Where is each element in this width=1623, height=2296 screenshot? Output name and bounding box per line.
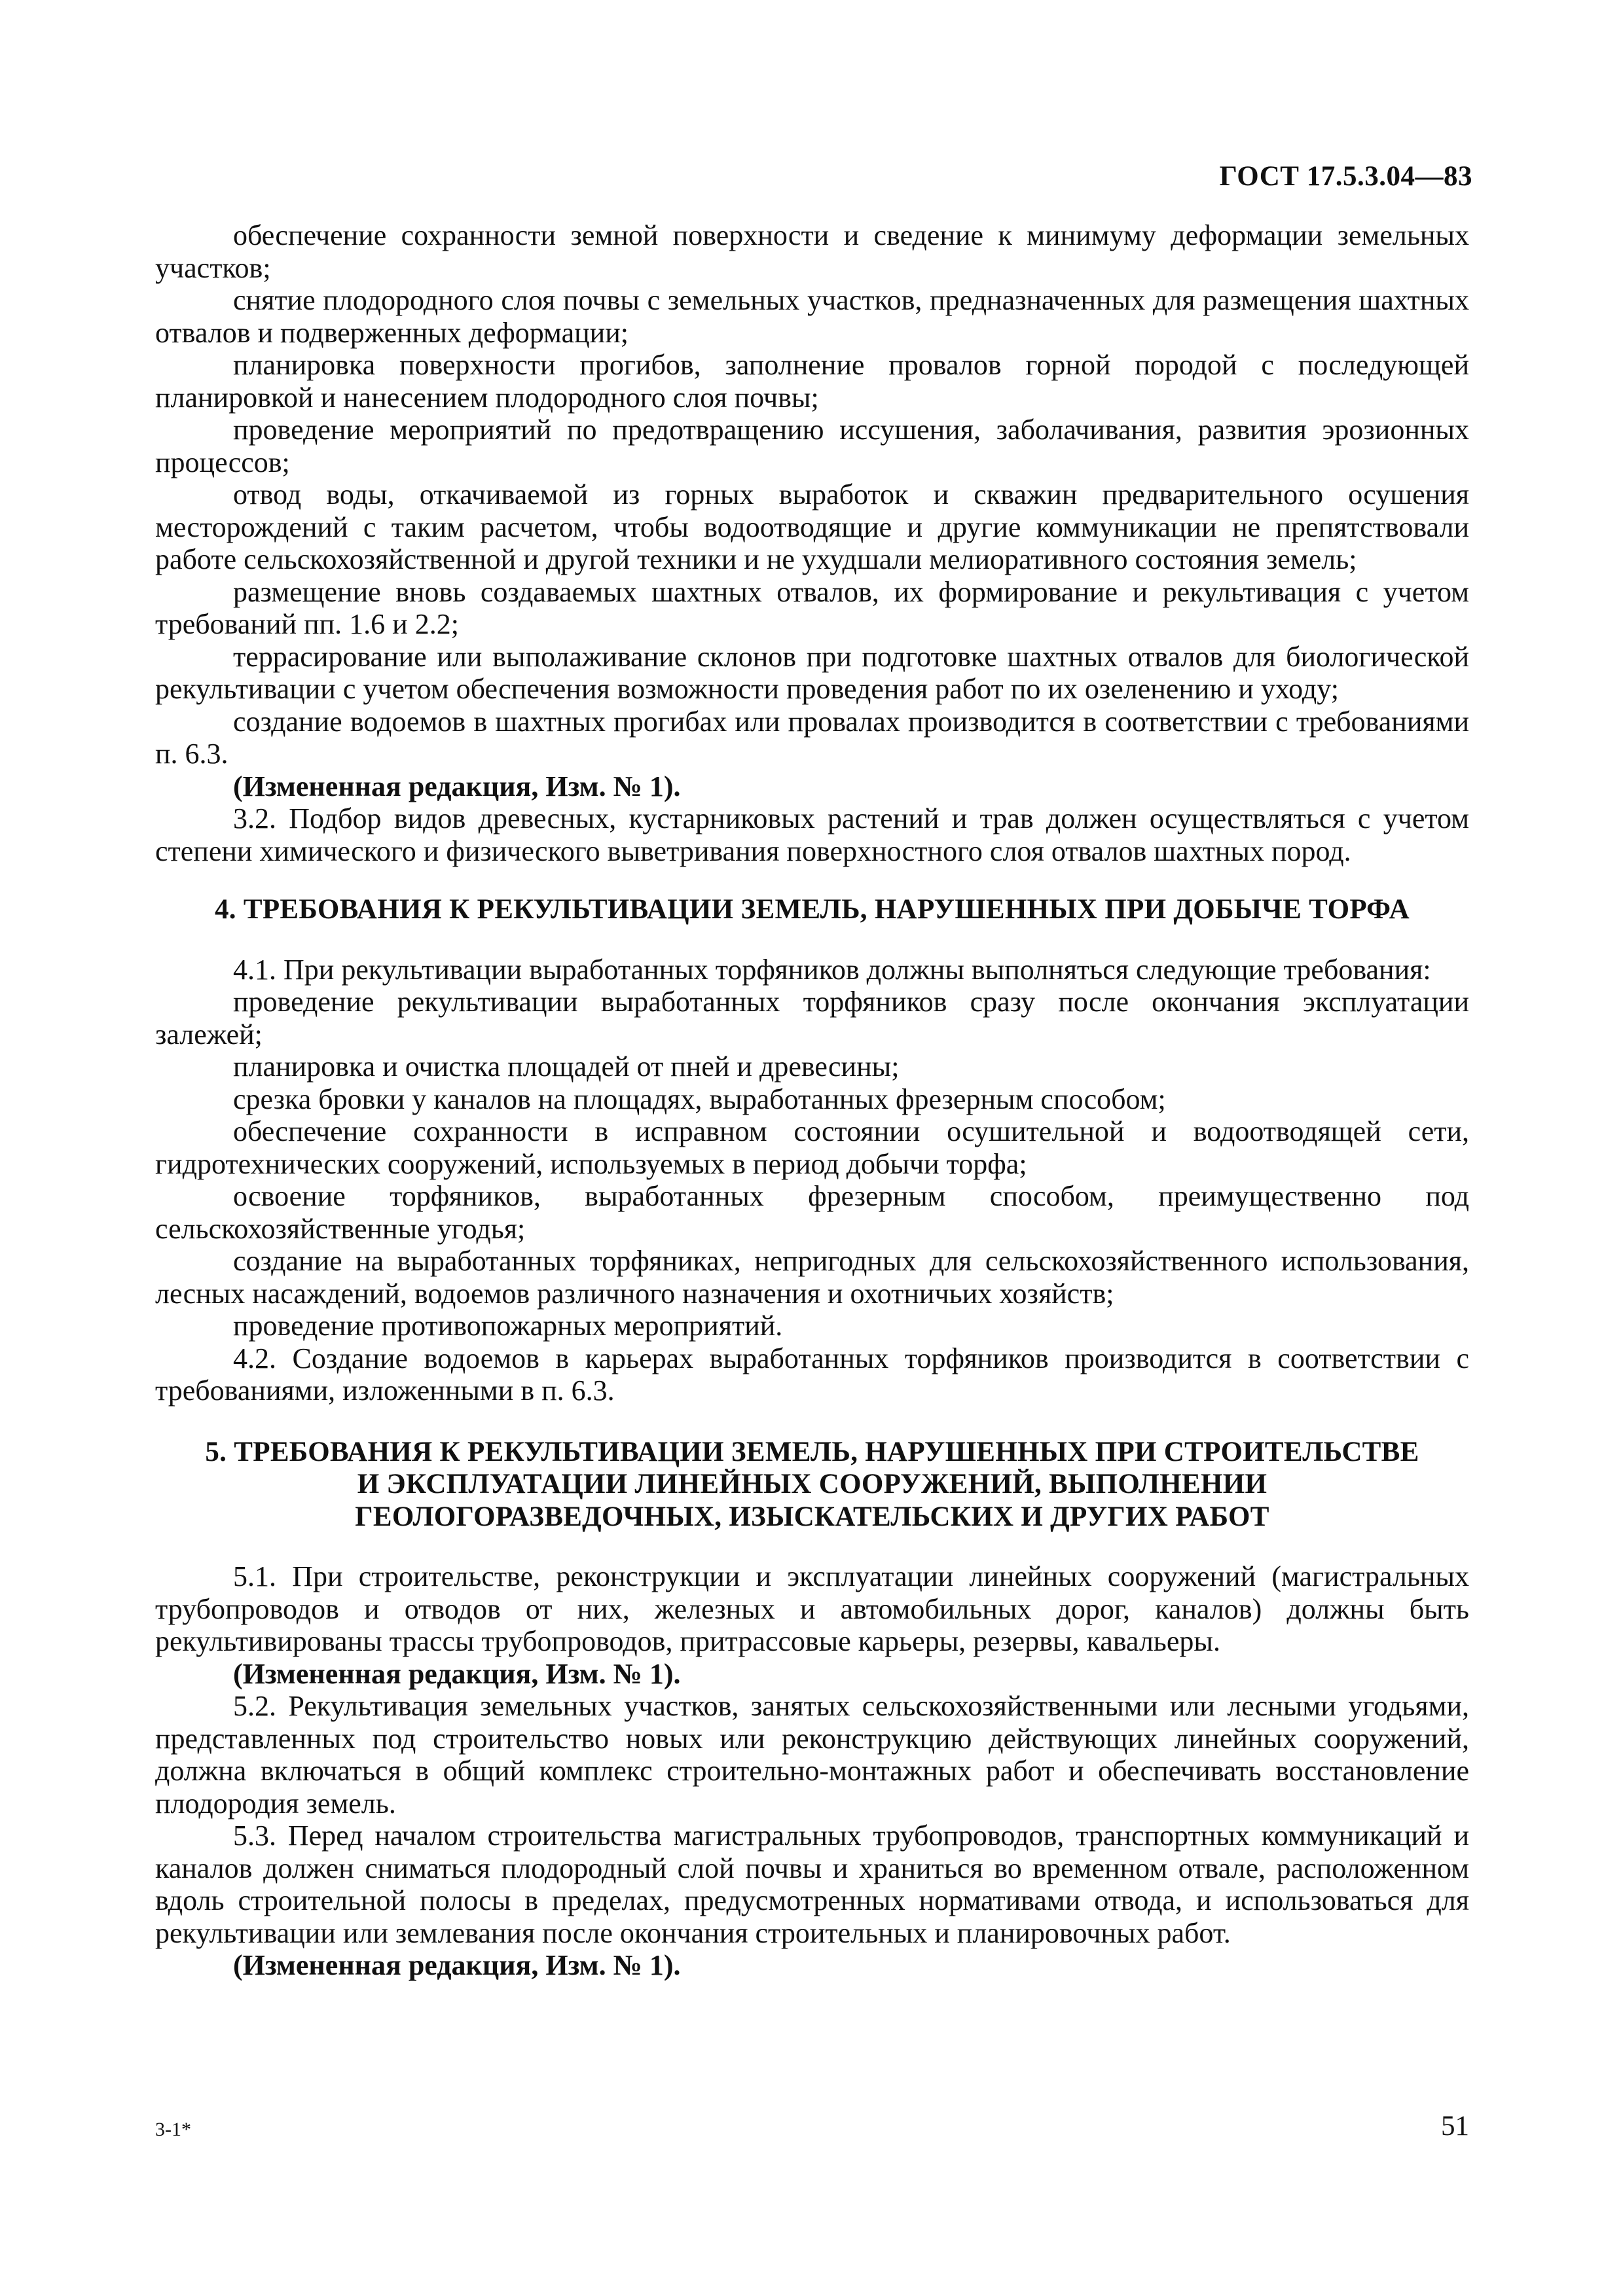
paragraph: 4.1. При рекультивации выработанных торфяников должны выполняться следующие требования: <box>233 953 1431 986</box>
paragraph: проведение рекультивации выработанных торфяников сразу после окончания эксплуатации залежей; <box>155 986 1469 1050</box>
paragraph: террасирование или выполаживание склонов при подготовке шахтных отвалов для биологической рекультивации с учетом обеспечения возможности проведения работ по их озеленению и уходу; <box>155 640 1469 705</box>
amendment-note: (Измененная редакция, Изм. № 1). <box>233 1657 681 1690</box>
paragraph: освоение торфяников, выработанных фрезерным способом, преимущественно под сельскохозяйственные угодья; <box>155 1180 1469 1245</box>
amendment-note: (Измененная редакция, Изм. № 1). <box>233 1949 681 1981</box>
paragraph: обеспечение сохранности земной поверхности и сведение к минимуму деформации земельных участков; <box>155 219 1469 284</box>
page-number: 51 <box>1441 2111 1469 2142</box>
paragraph: 5.2. Рекультивация земельных участков, занятых сельскохозяйственными или лесными угодьями, представленных под строительство новых или реконструкцию действующих линейных сооружений, должна включаться в общий комплекс строительно-монтажных работ и обеспечивать восстановление плодородия земель. <box>155 1690 1469 1820</box>
section-heading-4: 4. ТРЕБОВАНИЯ К РЕКУЛЬТИВАЦИИ ЗЕМЕЛЬ, НАРУШЕННЫХ ПРИ ДОБЫЧЕ ТОРФА <box>214 894 1410 925</box>
paragraph: 5.1. При строительстве, реконструкции и эксплуатации линейных сооружений (магистральных трубопроводов и отводов от них, железных и автомобильных дорог, каналов) должны быть рекультивированы трассы трубопроводов, притрассовые карьеры, резервы, кавальеры. <box>155 1560 1469 1657</box>
paragraph: размещение вновь создаваемых шахтных отвалов, их формирование и рекультивация с учетом требований пп. 1.6 и 2.2; <box>155 575 1469 640</box>
paragraph: отвод воды, откачиваемой из горных выработок и скважин предварительного осушения месторождений с таким расчетом, чтобы водоотводящие и другие коммуникации не препятствовали работе сельскохозяйственной и другой техники и не ухудшали мелиоративного состояния земель; <box>155 478 1469 575</box>
paragraph: 5.3. Перед началом строительства магистральных трубопроводов, транспортных коммуникаций и каналов должен сниматься плодородный слой почвы и храниться во временном отвале, расположенном вдоль строительной полосы в пределах, предусмотренных нормативами отвода, и использоваться для рекультивации или землевания после окончания строительных и планировочных работ. <box>155 1820 1469 1949</box>
paragraph: срезка бровки у каналов на площадях, выработанных фрезерным способом; <box>233 1083 1166 1115</box>
paragraph: 4.2. Создание водоемов в карьерах выработанных торфяников производится в соответствии с требованиями, изложенными в п. 6.3. <box>155 1342 1469 1407</box>
document-body <box>155 219 1469 1982</box>
document-code-header: ГОСТ 17.5.3.04—83 <box>1219 161 1472 192</box>
footer-sheet-code: 3-1* <box>155 2119 191 2140</box>
paragraph: создание водоемов в шахтных прогибах или провалах производится в соответствии с требованиями п. 6.3. <box>155 705 1469 770</box>
amendment-note: (Измененная редакция, Изм. № 1). <box>233 770 681 802</box>
paragraph: создание на выработанных торфяниках, непригодных для сельскохозяйственного использования, лесных насаждений, водоемов различного назначения и охотничьих хозяйств; <box>155 1245 1469 1310</box>
paragraph: планировка поверхности прогибов, заполнение провалов горной породой с последующей планировкой и нанесением плодородного слоя почвы; <box>155 349 1469 414</box>
paragraph: обеспечение сохранности в исправном состоянии осушительной и водоотводящей сети, гидротехнических сооружений, используемых в период добычи торфа; <box>155 1115 1469 1180</box>
paragraph: снятие плодородного слоя почвы с земельных участков, предназначенных для размещения шахтных отвалов и подверженных деформации; <box>155 284 1469 349</box>
section-heading-5: 5. ТРЕБОВАНИЯ К РЕКУЛЬТИВАЦИИ ЗЕМЕЛЬ, НАРУШЕННЫХ ПРИ СТРОИТЕЛЬСТВЕ И ЭКСПЛУАТАЦИИ ЛИНЕЙНЫХ СООРУЖЕНИЙ, ВЫПОЛНЕНИИ ГЕОЛОГОРАЗВЕДОЧНЫХ, ИЗЫСКАТЕЛЬСКИХ И ДРУГИХ РАБОТ <box>205 1436 1419 1532</box>
paragraph: проведение мероприятий по предотвращению иссушения, заболачивания, развития эрозионных процессов; <box>155 414 1469 478</box>
paragraph: 3.2. Подбор видов древесных, кустарниковых растений и трав должен осуществляться с учетом степени химического и физического выветривания поверхностного слоя отвалов шахтных пород. <box>155 802 1469 867</box>
paragraph: проведение противопожарных мероприятий. <box>233 1310 783 1342</box>
paragraph: планировка и очистка площадей от пней и древесины; <box>233 1050 900 1083</box>
